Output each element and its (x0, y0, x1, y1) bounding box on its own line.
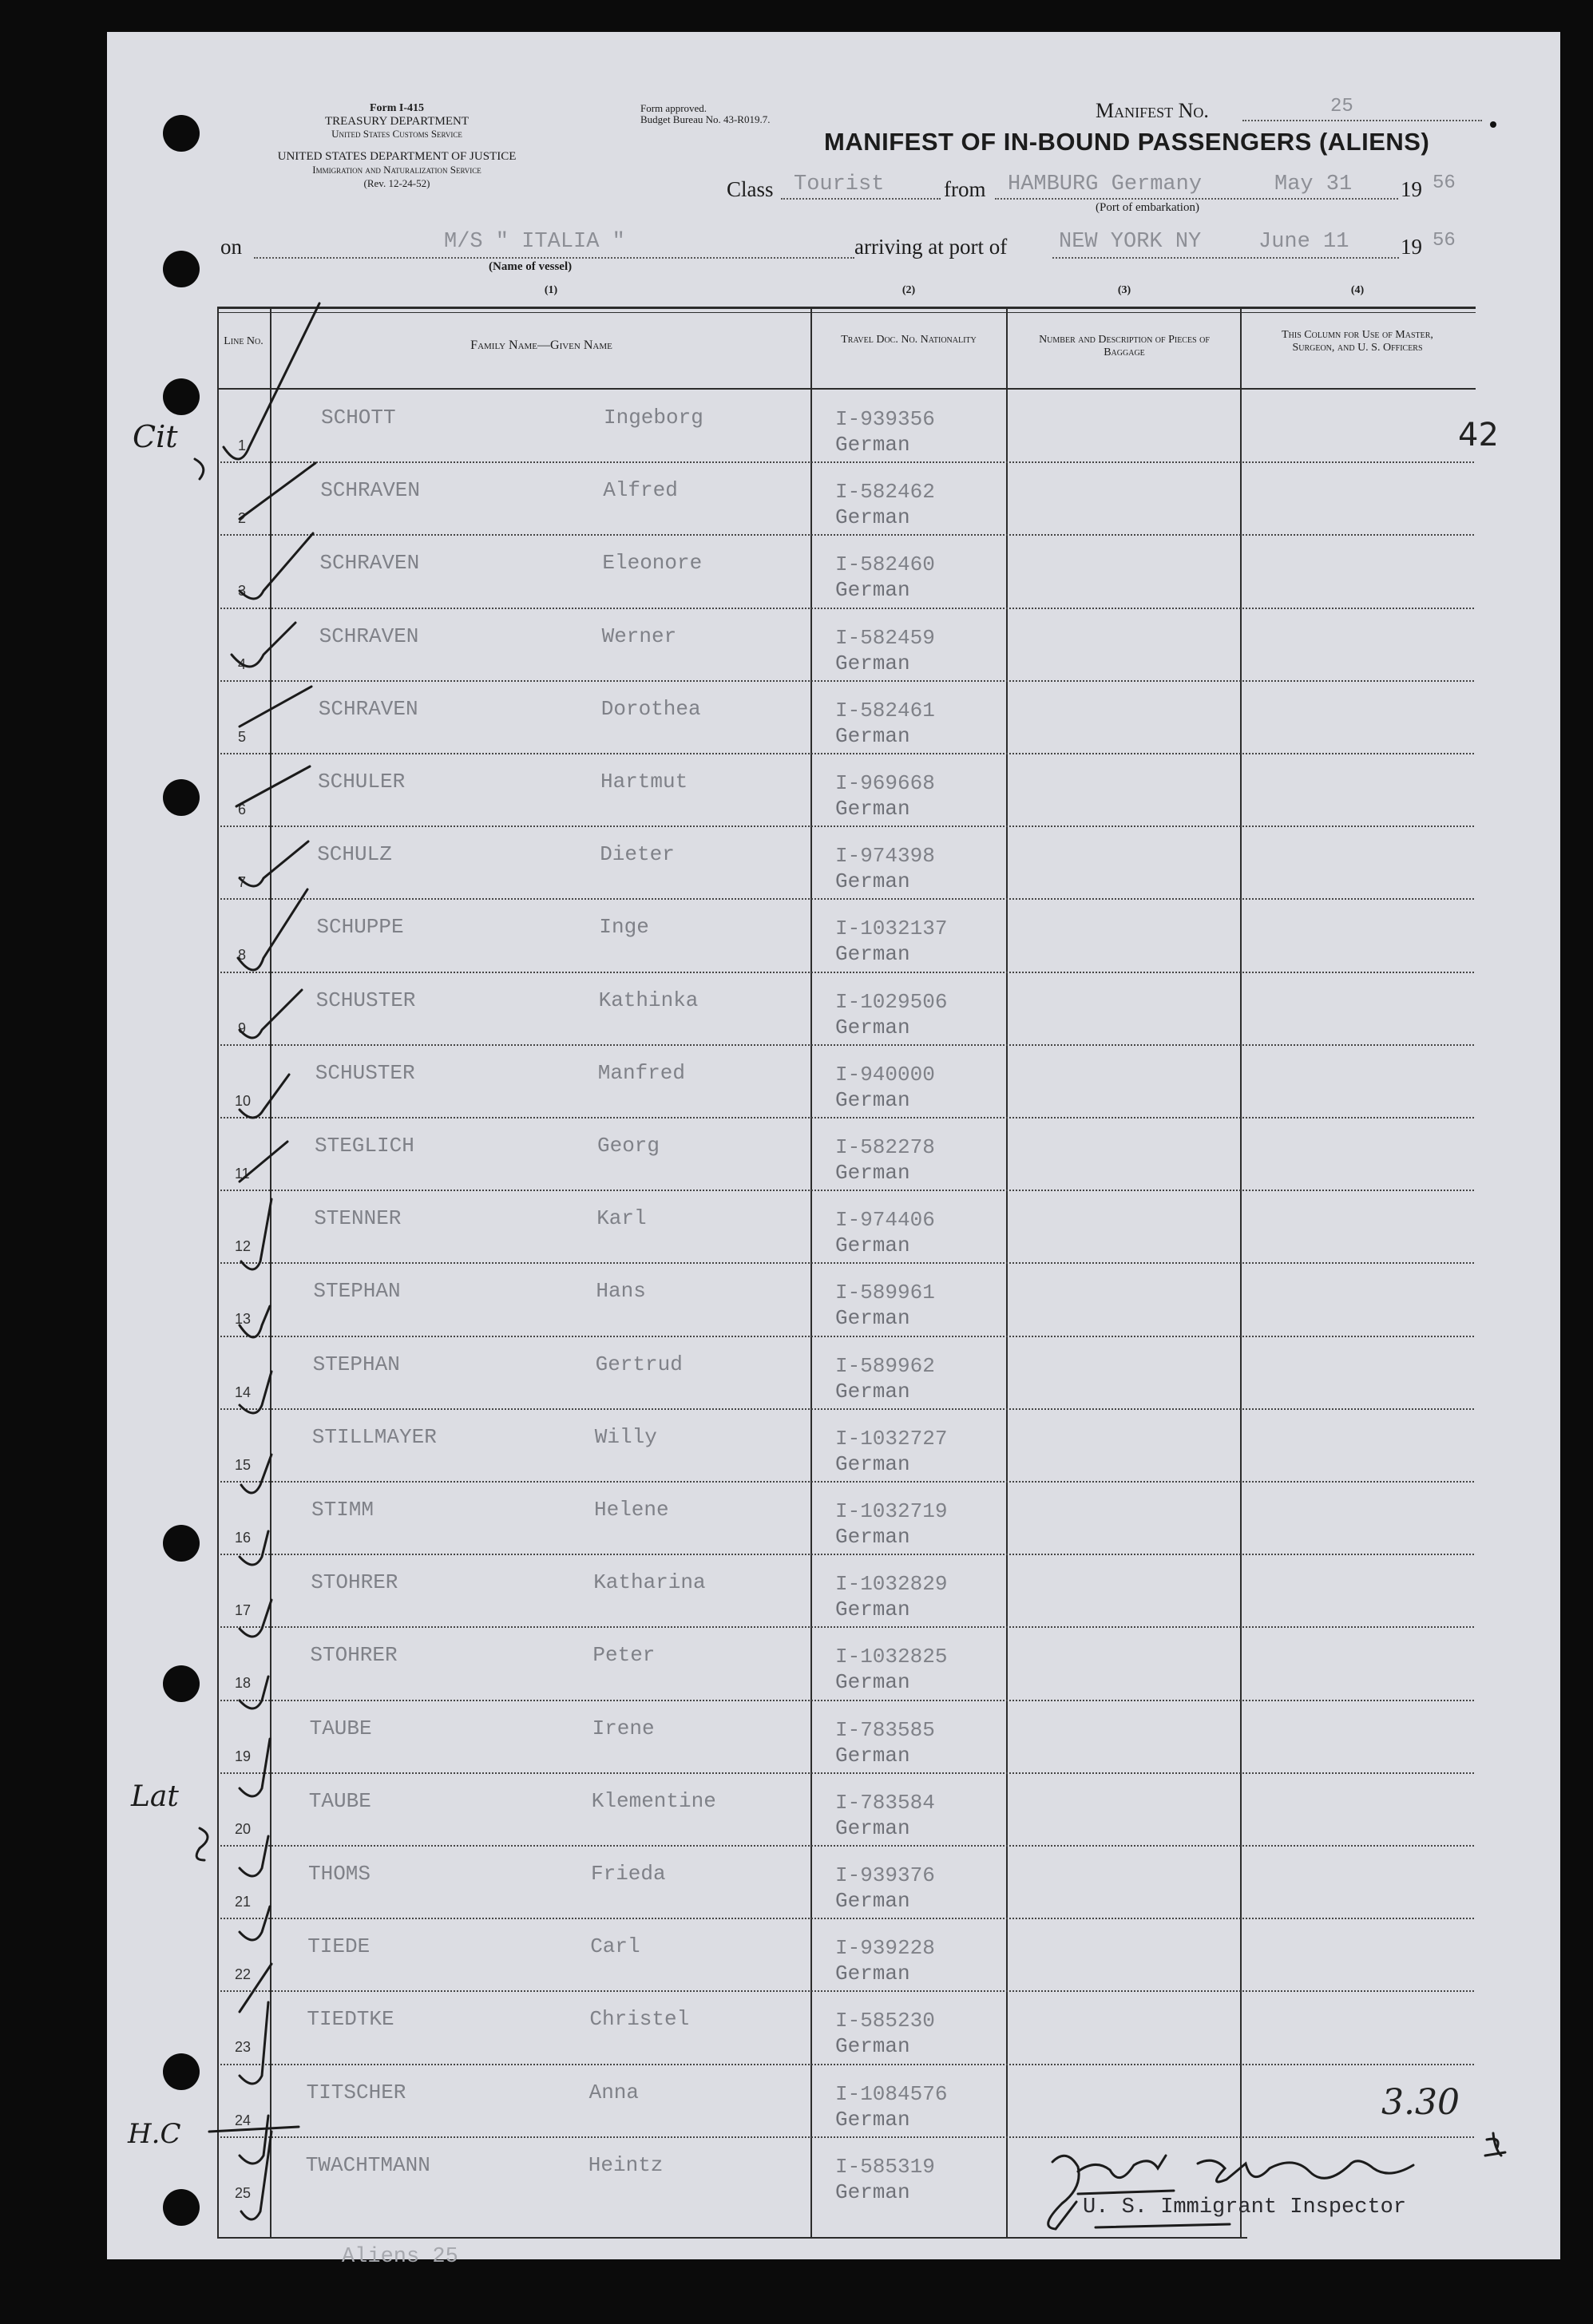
travel-doc-number: I-1084576 (835, 2081, 948, 2106)
family-name: SCHUPPE (316, 915, 404, 940)
margin-note-cit: Cit (133, 419, 178, 454)
family-name: TITSCHER (306, 2080, 406, 2104)
nationality: German (835, 1087, 910, 1112)
line-number: 2 (238, 510, 247, 527)
line-number: 15 (235, 1456, 252, 1473)
class-value: Tourist (794, 172, 885, 196)
given-name: Helene (594, 1498, 669, 1522)
given-name: Irene (592, 1716, 655, 1740)
line-number: 8 (238, 947, 247, 964)
travel-doc-number: I-783584 (835, 1790, 935, 1815)
family-name: SCHRAVEN (319, 624, 419, 648)
given-name: Gertrud (595, 1352, 683, 1376)
family-name: STEPHAN (312, 1352, 400, 1376)
travel-doc-number: I-1029506 (835, 989, 948, 1014)
footer-count: Aliens 25 (342, 2245, 458, 2269)
given-name: Frieda (591, 1862, 666, 1886)
nationality: German (835, 942, 910, 967)
travel-doc-number: I-589962 (835, 1353, 935, 1378)
line-number: 10 (235, 1092, 252, 1109)
travel-doc-number: I-969668 (835, 771, 935, 795)
line-number: 5 (238, 728, 247, 745)
family-name: SCHRAVEN (319, 551, 420, 576)
travel-doc-number: I-1032727 (835, 1426, 948, 1451)
family-name: SCHUSTER (315, 988, 416, 1012)
line-number: 18 (235, 1675, 252, 1692)
given-name: Inge (599, 915, 649, 940)
family-name: STILLMAYER (311, 1424, 437, 1449)
nationality: German (835, 1889, 910, 1913)
family-name: TAUBE (308, 1788, 371, 1813)
travel-doc-number: I-939228 (835, 1936, 935, 1961)
family-name: TIEDTKE (307, 2007, 394, 2032)
travel-doc-number: I-582459 (835, 625, 935, 650)
travel-doc-number: I-582461 (835, 698, 935, 723)
travel-doc-number: I-1032825 (835, 1645, 948, 1669)
nationality: German (835, 651, 910, 675)
col-3-number: (3) (1117, 284, 1131, 296)
line-number: 6 (238, 802, 247, 818)
form-approved: Form approved. (640, 102, 707, 114)
travel-doc-number: I-939376 (835, 1863, 935, 1887)
col-2-number: (2) (902, 284, 916, 296)
given-name: Werner (601, 624, 677, 648)
given-name: Manfred (597, 1060, 686, 1085)
family-name: SCHUSTER (315, 1060, 415, 1085)
nationality: German (835, 1379, 910, 1404)
line-number: 24 (235, 2112, 252, 2128)
nationality: German (835, 1598, 910, 1622)
time-note: 3.30 (1381, 2082, 1460, 2123)
line-number: 21 (235, 1894, 252, 1910)
ins-service: Immigration and Naturalization Service (312, 164, 481, 176)
header-travel-doc: Travel Doc. No. Nationality (841, 334, 977, 346)
travel-doc-number: I-1032829 (835, 1572, 948, 1597)
line-number: 13 (235, 1311, 252, 1328)
manifest-no-value: 25 (1330, 96, 1353, 117)
given-name: Klementine (591, 1788, 716, 1813)
travel-doc-number: I-974406 (835, 1208, 935, 1233)
family-name: STOHRER (311, 1570, 398, 1595)
customs-service: United States Customs Service (331, 128, 462, 140)
from-date-value: May 31 (1274, 172, 1353, 196)
travel-doc-number: I-974398 (835, 844, 935, 869)
line-number: 22 (235, 1966, 252, 1983)
family-name: SCHULZ (317, 842, 392, 867)
nationality: German (835, 505, 910, 530)
travel-doc-number: I-585230 (835, 2009, 935, 2033)
given-name: Dorothea (600, 696, 701, 721)
travel-doc-number: I-783585 (835, 1717, 935, 1742)
line-number: 16 (235, 1530, 252, 1546)
travel-doc-number: I-582462 (835, 480, 935, 505)
header-line-no: Line No. (224, 335, 264, 347)
year-prefix: 19 (1401, 177, 1422, 201)
line-number: 9 (238, 1019, 247, 1036)
given-name: Kathinka (598, 988, 699, 1012)
given-name: Karl (596, 1206, 647, 1231)
vessel-caption: (Name of vessel) (489, 260, 573, 273)
nationality: German (835, 1743, 910, 1768)
nationality: German (835, 869, 910, 894)
family-name: SCHRAVEN (318, 696, 418, 721)
travel-doc-number: I-939356 (835, 407, 935, 431)
on-label: on (220, 235, 242, 259)
line-number: 19 (235, 1748, 252, 1764)
given-name: Dieter (600, 842, 675, 867)
year-value: 56 (1433, 172, 1456, 194)
travel-doc-number: I-585319 (835, 2154, 935, 2179)
nationality: German (835, 797, 910, 821)
from-label: from (944, 177, 986, 201)
nationality: German (835, 2034, 910, 2059)
family-name: STIMM (311, 1498, 374, 1522)
given-name: Heintz (588, 2152, 664, 2177)
nationality: German (835, 1525, 910, 1549)
travel-doc-number: I-1032719 (835, 1499, 948, 1523)
family-name: STEPHAN (313, 1279, 401, 1304)
line-number: 12 (235, 1238, 252, 1255)
arrival-port: NEW YORK NY (1059, 230, 1202, 254)
travel-doc-number: I-582278 (835, 1135, 935, 1159)
header-name: Family Name—Given Name (470, 339, 612, 352)
line-number: 25 (235, 2184, 252, 2201)
nationality: German (835, 1451, 910, 1476)
given-name: Peter (592, 1643, 656, 1668)
given-name: Hartmut (600, 770, 688, 794)
line-number: 20 (235, 1820, 252, 1837)
form-number: Form I-415 (369, 102, 425, 114)
port-embark-caption: (Port of embarkation) (1096, 201, 1199, 214)
budget-bureau: Budget Bureau No. 43-R019.7. (640, 113, 771, 125)
nationality: German (835, 2107, 910, 2132)
family-name: SCHOTT (321, 406, 396, 430)
nationality: German (835, 1815, 910, 1840)
family-name: SCHULER (318, 770, 406, 794)
class-label: Class (727, 177, 774, 201)
margin-note-lat: Lat (131, 1780, 179, 1813)
inspector-label: U. S. Immigrant Inspector (1083, 2195, 1407, 2219)
family-name: STOHRER (310, 1643, 398, 1668)
line-number: 1 (238, 437, 247, 453)
nationality: German (835, 1306, 910, 1331)
nationality: German (835, 433, 910, 457)
vessel-name: M/S " ITALIA " (444, 230, 625, 254)
line-number: 17 (235, 1602, 252, 1619)
given-name: Christel (589, 2007, 690, 2032)
family-name: THOMS (308, 1862, 371, 1886)
family-name: SCHRAVEN (320, 478, 421, 503)
from-port-value: HAMBURG Germany (1008, 172, 1203, 196)
year-value-2: 56 (1433, 230, 1456, 251)
given-name: Carl (590, 1934, 640, 1959)
given-name: Katharina (593, 1570, 706, 1595)
given-name: Willy (594, 1424, 657, 1449)
line-number: 7 (238, 874, 247, 891)
page-title: MANIFEST OF IN-BOUND PASSENGERS (ALIENS) (824, 128, 1430, 156)
nationality: German (835, 1670, 910, 1695)
family-name: STEGLICH (315, 1134, 414, 1158)
line-number: 11 (235, 1166, 250, 1182)
nationality: German (835, 1233, 910, 1258)
header-baggage: Number and Description of Pieces of Baggage (1039, 334, 1210, 358)
given-name: Eleonore (602, 551, 703, 576)
family-name: TAUBE (309, 1716, 372, 1740)
arriving-label: arriving at port of (854, 235, 1008, 259)
col-4-number: (4) (1350, 284, 1365, 296)
travel-doc-number: I-582460 (835, 552, 935, 577)
family-name: TWACHTMANN (305, 2152, 430, 2177)
nationality: German (835, 1962, 910, 1986)
given-name: Ingeborg (604, 406, 703, 430)
travel-doc-number: I-940000 (835, 1062, 935, 1087)
travel-doc-number: I-589961 (835, 1281, 935, 1305)
manifest-no-label: Manifest No. (1096, 99, 1209, 122)
arrival-date: June 11 (1258, 230, 1349, 254)
margin-note-hc: H.C (128, 2118, 181, 2150)
line-number: 14 (235, 1384, 252, 1400)
line-number: 23 (235, 2039, 252, 2056)
col-1-number: (1) (544, 284, 558, 296)
given-name: Georg (597, 1134, 660, 1158)
revision-date: (Rev. 12-24-52) (363, 177, 430, 189)
justice-dept: UNITED STATES DEPARTMENT OF JUSTICE (277, 150, 517, 163)
travel-doc-number: I-1032137 (835, 917, 948, 941)
family-name: STENNER (314, 1206, 402, 1231)
given-name: Anna (588, 2080, 640, 2104)
treasury-dept: TREASURY DEPARTMENT (324, 115, 470, 128)
nationality: German (835, 2179, 910, 2204)
header-officers: This Column for Use of Master, Surgeon, and U. S. Officers (1282, 329, 1433, 354)
given-name: Hans (596, 1279, 646, 1304)
family-name: TIEDE (307, 1934, 371, 1959)
given-name: Alfred (603, 478, 678, 503)
line-number: 3 (238, 583, 247, 600)
nationality: German (835, 723, 910, 748)
nationality: German (835, 1015, 910, 1039)
year-prefix-2: 19 (1401, 235, 1422, 259)
nationality: German (835, 578, 910, 603)
nationality: German (835, 1161, 910, 1185)
line-number: 4 (238, 655, 247, 672)
page-number: 42 (1458, 417, 1499, 453)
